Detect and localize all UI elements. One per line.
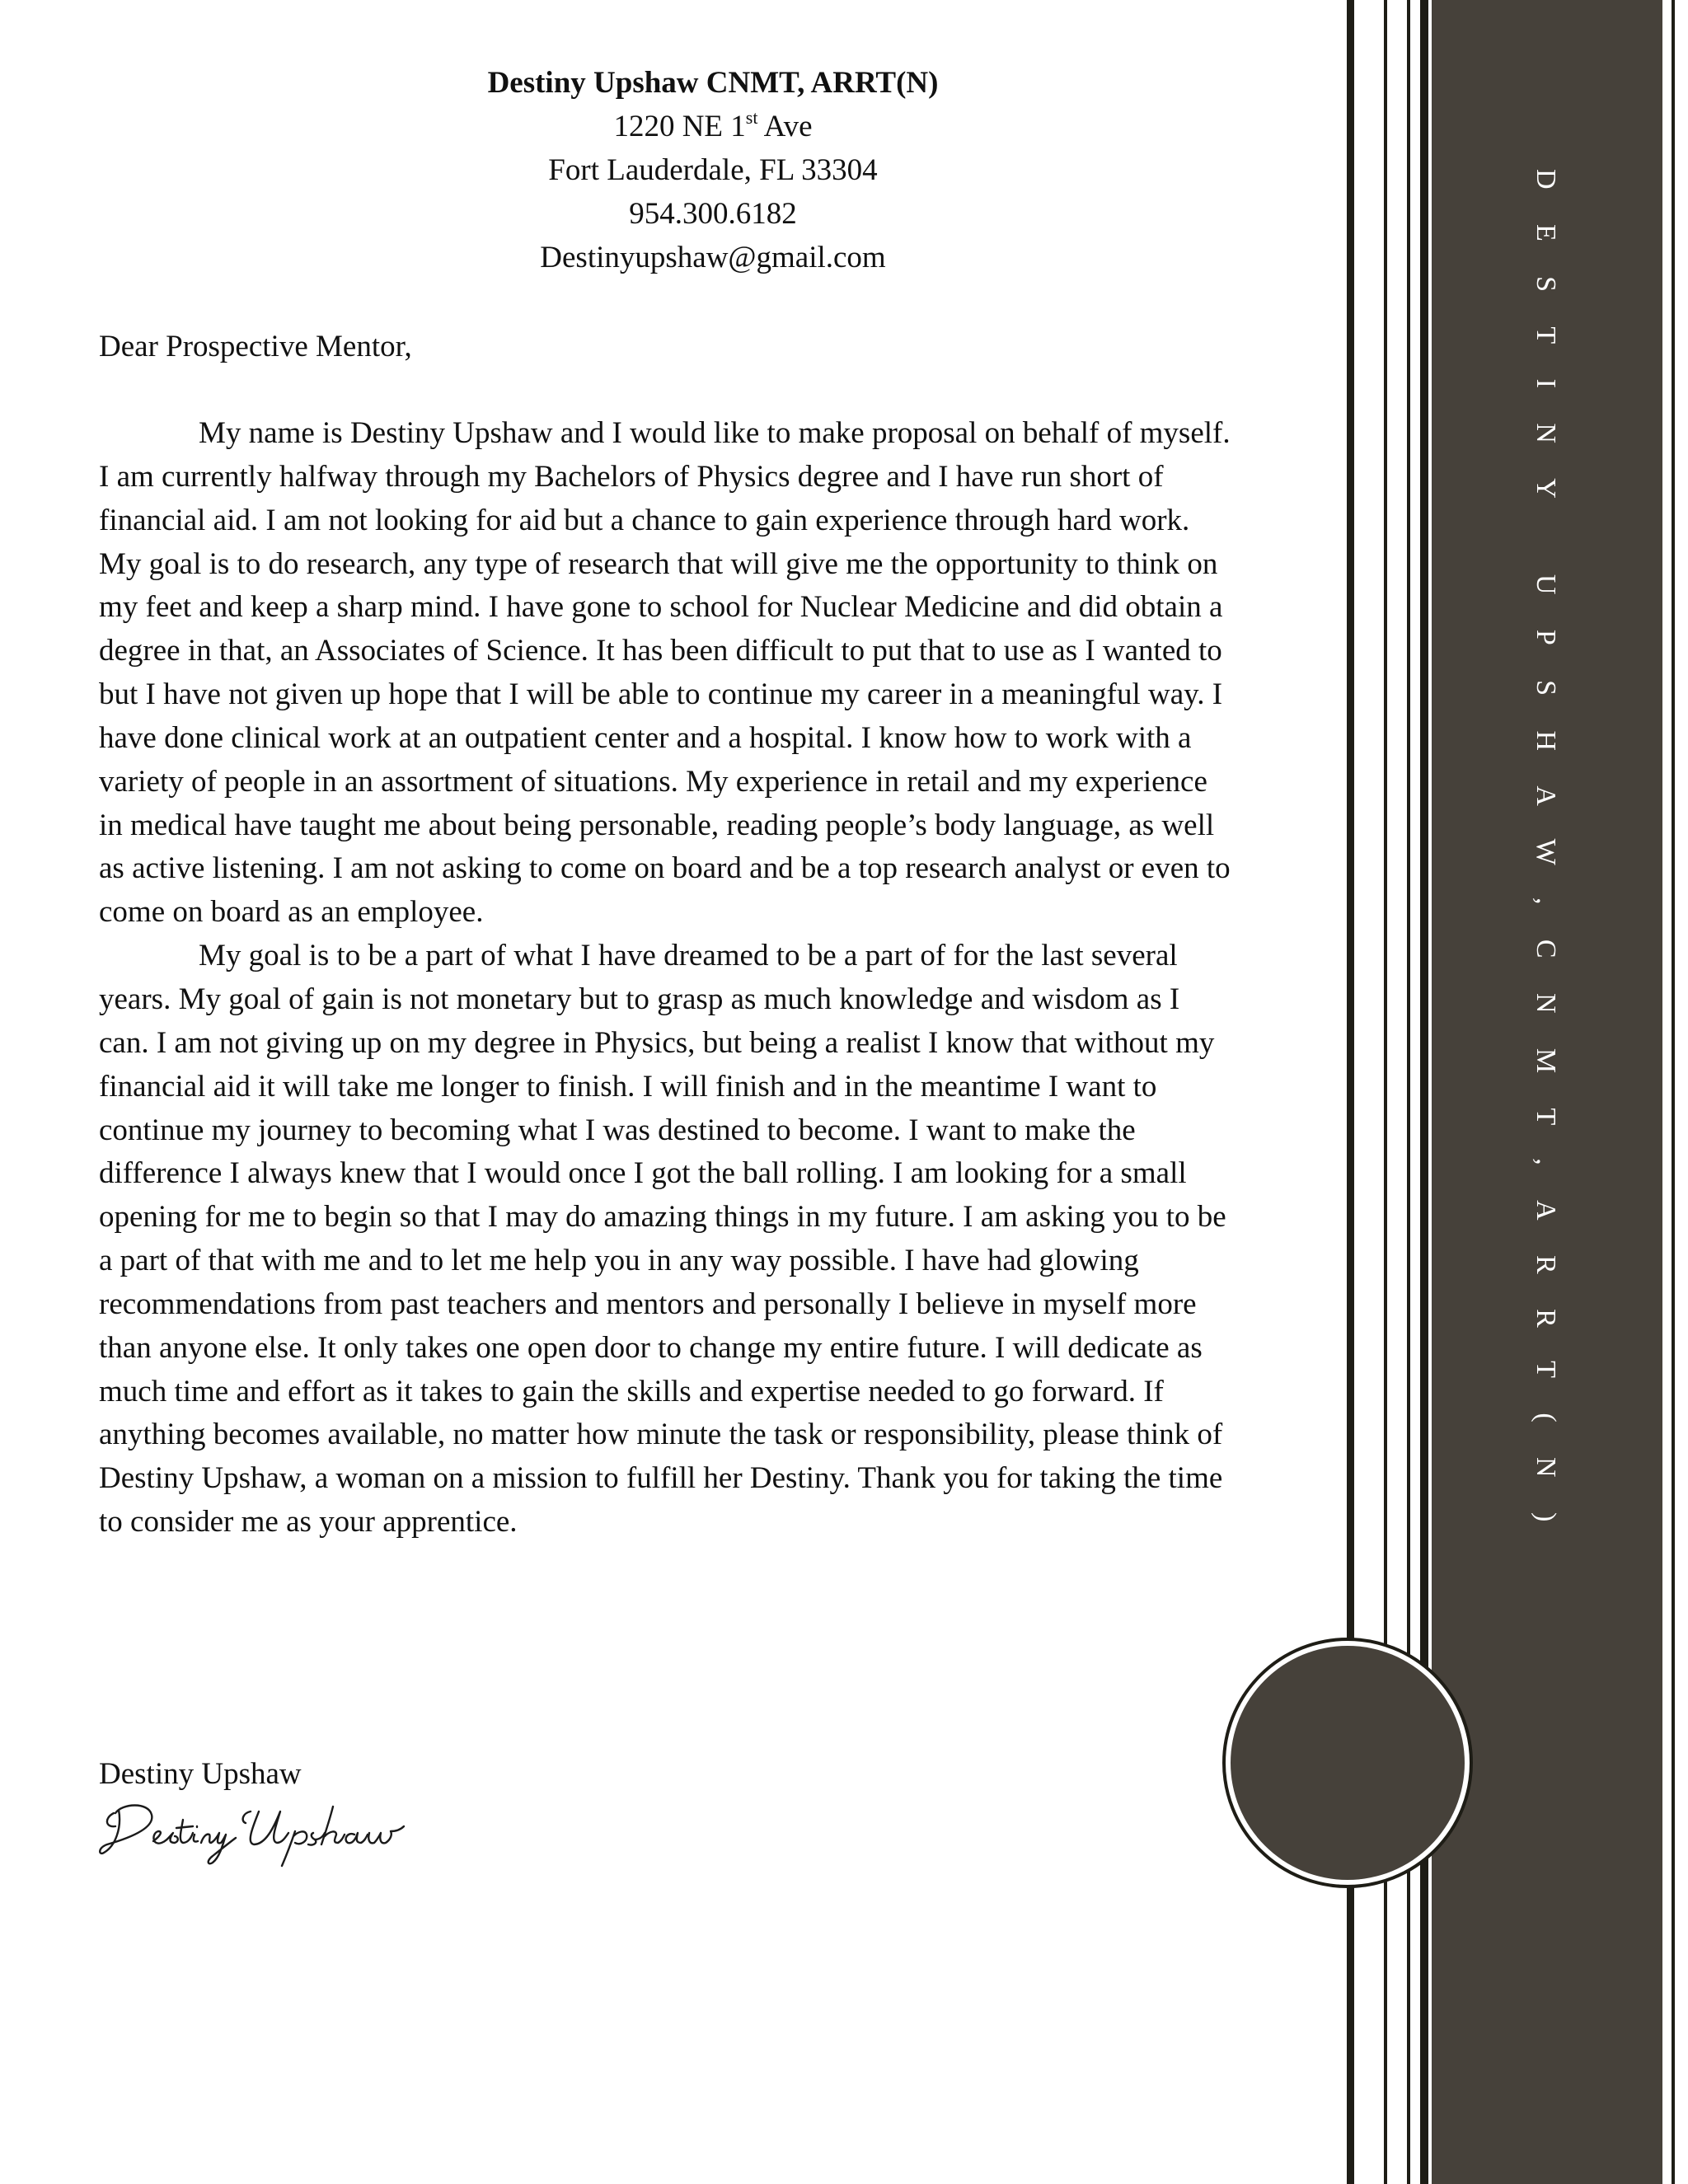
body-line: My goal is to be a part of what I have dreamed to be a part of for the last several: [199, 939, 1178, 973]
body-line: recommendations from past teachers and mentors and personally I believe in myself more: [99, 1286, 1197, 1321]
body-line: have done clinical work at an outpatient center and a hospital. I know how to work with a: [99, 720, 1192, 755]
closing-name: Destiny Upshaw: [99, 1757, 302, 1791]
address-ordinal-suffix: st: [745, 106, 758, 128]
body-line: as active listening. I am not asking to come on board and be a top research analyst or even to: [99, 851, 1231, 886]
sidebar-vertical-name: DESTINY UPSHAW,CNMT,ARRT(N): [1531, 169, 1561, 1557]
address-street-number: 1220 NE 1: [613, 110, 746, 143]
body-line: but I have not given up hope that I will be able to continue my career in a meaningful way. I: [99, 677, 1223, 712]
body-line: than anyone else. It only takes one open door to change my entire future. I will dedicate as: [99, 1330, 1203, 1365]
body-line: much time and effort as it takes to gain the skills and expertise needed to go forward. If: [99, 1374, 1164, 1408]
body-line: difference I always knew that I would once I got the ball rolling. I am looking for a small: [99, 1156, 1187, 1191]
body-line: degree in that, an Associates of Science. It has been difficult to put that to use as I wanted to: [99, 634, 1222, 668]
body-line: financial aid. I am not looking for aid but a chance to gain experience through hard work.: [99, 503, 1190, 537]
body-line: can. I am not giving up on my degree in Physics, but being a realist I know that without my: [99, 1025, 1215, 1060]
body-line: I am currently halfway through my Bachelors of Physics degree and I have run short of: [99, 459, 1164, 494]
body-line: My goal is to do research, any type of research that will give me the opportunity to think on: [99, 546, 1218, 581]
body-line: to consider me as your apprentice.: [99, 1505, 518, 1540]
body-line: opening for me to begin so that I may do amazing things in my future. I am asking you to be: [99, 1200, 1226, 1235]
salutation: Dear Prospective Mentor,: [99, 330, 412, 363]
decorative-circle: [1231, 1646, 1465, 1880]
handwritten-signature: [97, 1795, 427, 1869]
body-line: variety of people in an assortment of situations. My experience in retail and my experience: [99, 764, 1207, 799]
body-line: continue my journey to becoming what I was destined to become. I want to make the: [99, 1113, 1136, 1147]
letterhead: [99, 61, 1327, 279]
band-edge: [1662, 0, 1688, 2184]
sender-phone: 954.300.6182: [629, 197, 797, 231]
sender-address-line1: [99, 105, 1327, 148]
body-line: My name is Destiny Upshaw and I would like to make proposal on behalf of myself.: [199, 416, 1231, 450]
letter-body: [99, 412, 1335, 1544]
body-line: anything becomes available, no matter how minute the task or responsibility, please think of: [99, 1418, 1223, 1452]
body-line: years. My goal of gain is not monetary but to grasp as much knowledge and wisdom as I: [99, 982, 1180, 1016]
body-line: a part of that with me and to let me help you in any way possible. I have had glowing: [99, 1244, 1139, 1278]
address-street-type: Ave: [757, 110, 813, 143]
band-edge-rule: [1672, 0, 1675, 2184]
sender-name: Destiny Upshaw CNMT, ARRT(N): [487, 66, 939, 100]
body-line: financial aid it will take me longer to finish. I will finish and in the meantime I want to: [99, 1069, 1157, 1104]
body-line: my feet and keep a sharp mind. I have gone to school for Nuclear Medicine and did obtain a: [99, 590, 1223, 625]
body-line: come on board as an employee.: [99, 895, 484, 930]
sender-address-line2: Fort Lauderdale, FL 33304: [548, 153, 878, 187]
body-line: Destiny Upshaw, a woman on a mission to fulfill her Destiny. Thank you for taking the time: [99, 1461, 1223, 1496]
body-line: in medical have taught me about being personable, reading people’s body language, as well: [99, 808, 1215, 842]
sender-email: Destinyupshaw@gmail.com: [540, 241, 886, 274]
